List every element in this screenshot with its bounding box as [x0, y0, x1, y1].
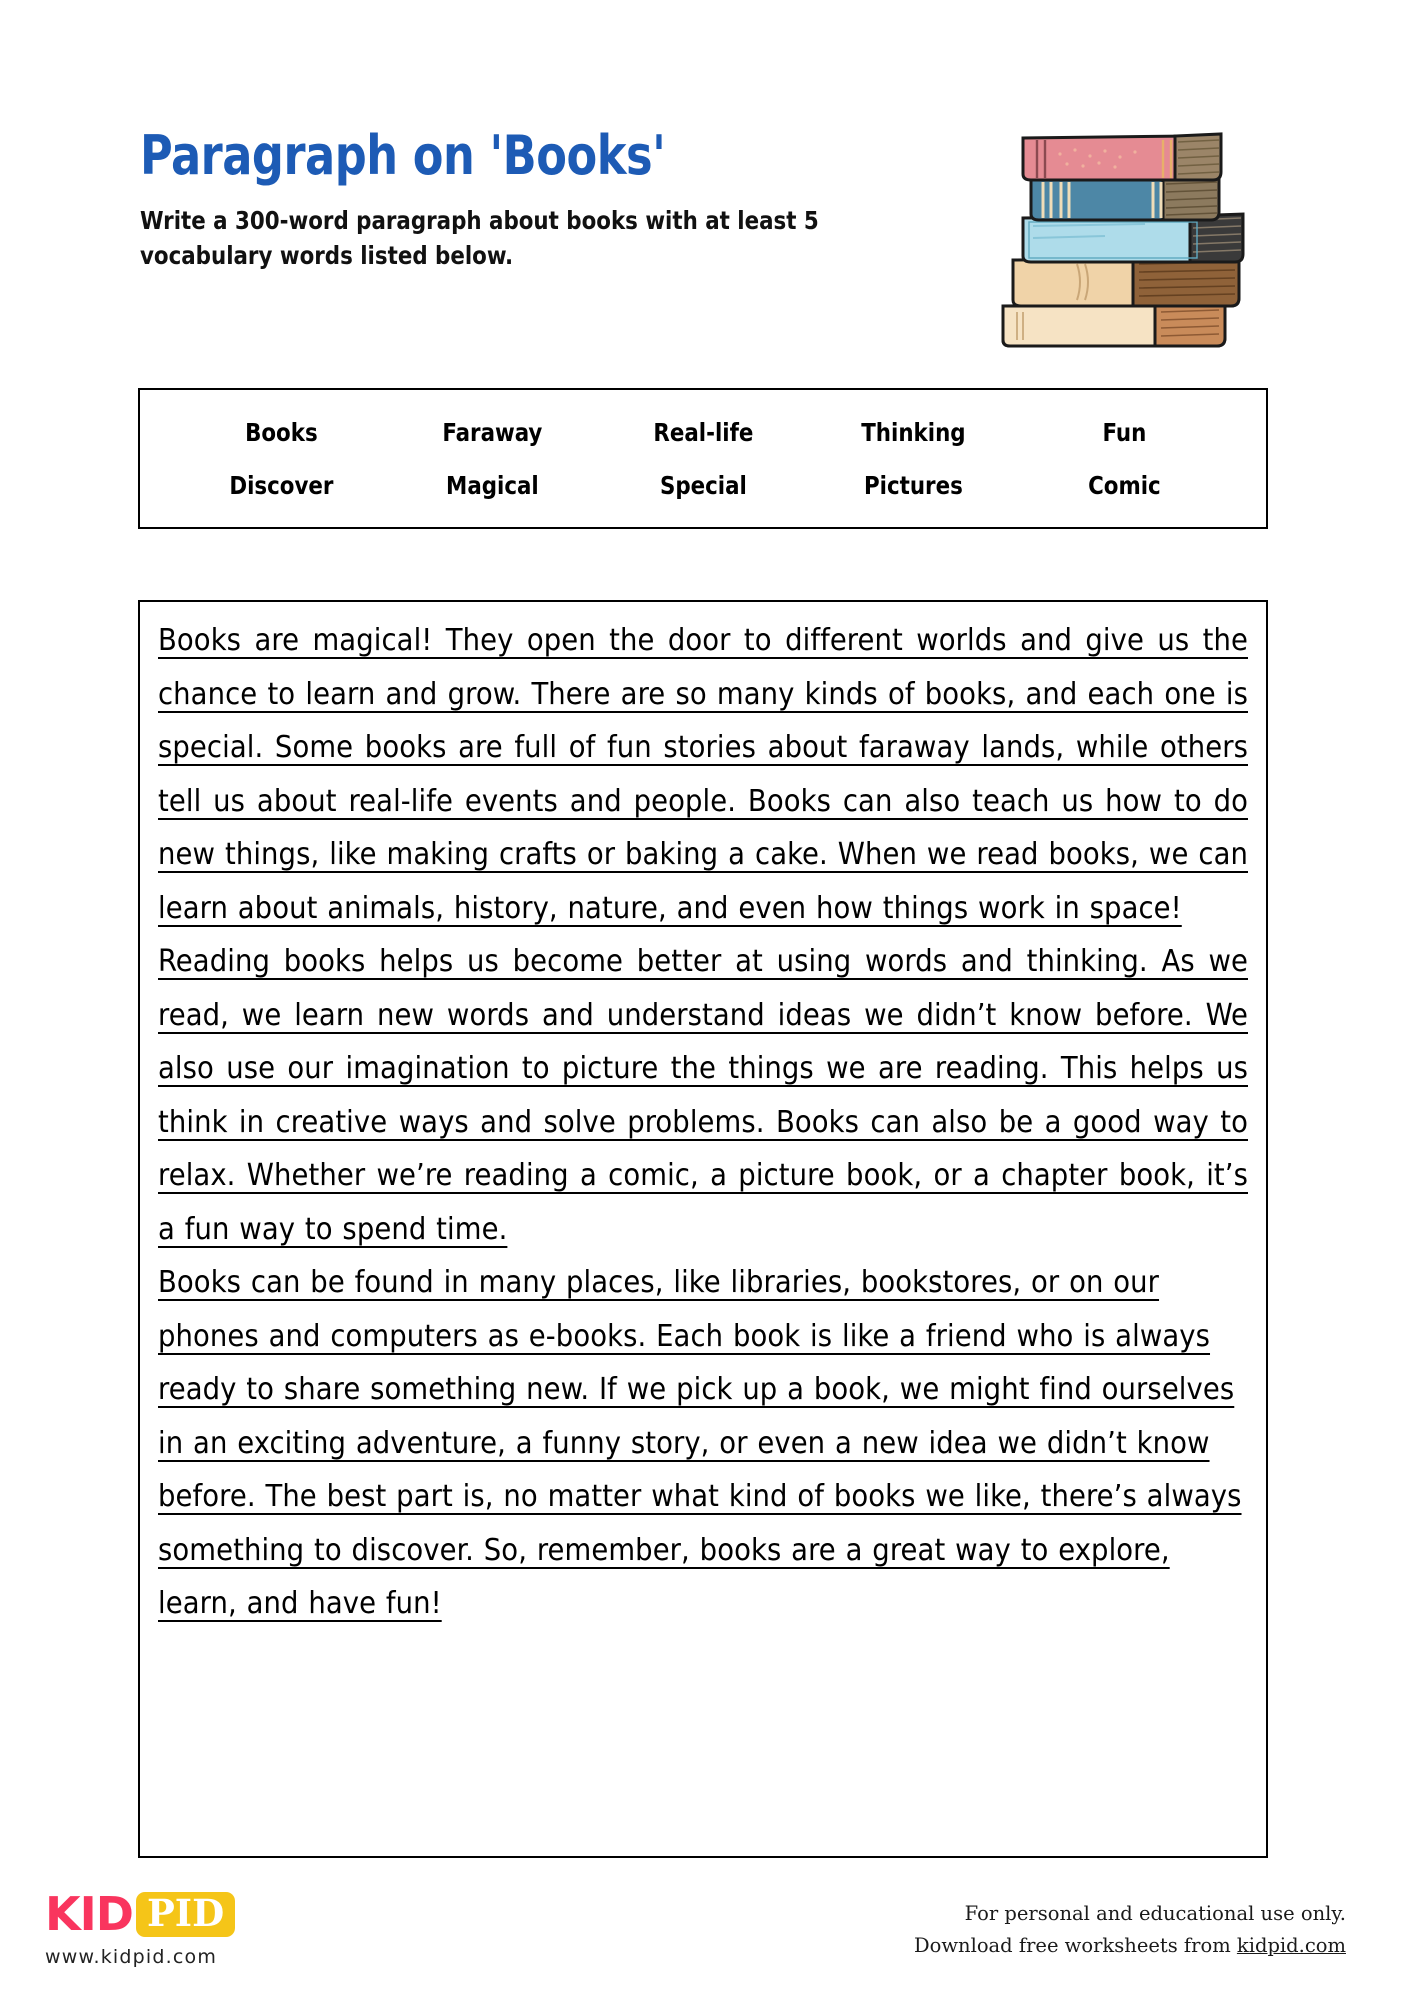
- paragraph-answer-area[interactable]: [138, 600, 1268, 1858]
- answer-paragraph: Reading books helps us become better at using words and thinking. As we read, we learn new words and understand ideas we didn’t know before. We also use our imagination to picture the things we are reading. This helps us think in creative ways and solve problems. Books can also be a good way to relax. Whether we’re reading a comic, a picture book, or a chapter book, it’s a fun way to spend time.: [158, 944, 1248, 1247]
- vocabulary-row-1: [176, 418, 1230, 447]
- footer-download-line: [914, 1930, 1346, 1962]
- page-instructions: Write a 300-word paragraph about books with at least 5 vocabulary words listed below.: [140, 205, 819, 271]
- kidpid-logo[interactable]: [45, 1888, 365, 1968]
- vocabulary-word-bank: [138, 388, 1268, 529]
- answer-paragraph: Books are magical! They open the door to different worlds and give us the chance to learn and grow. There are so many kinds of books, and each one is special. Some books are full of fun stories about faraway lands, while others tell us about real-life events and people. Books can also teach us how to do new things, like making crafts or baking a cake. When we read books, we can learn about animals, history, nature, and even how things work in space!: [158, 623, 1248, 926]
- footer-download-prefix: Download free worksheets from: [913, 1934, 1237, 1958]
- vocabulary-word: Faraway: [442, 417, 543, 447]
- vocabulary-word: Discover: [229, 470, 334, 500]
- footer-usage-line: For personal and educational use only.: [964, 1902, 1346, 1925]
- logo-pid-badge: [136, 1892, 235, 1937]
- answer-paragraph: Books can be found in many places, like libraries, bookstores, or on our phones and computers as e-books. Each book is like a friend who is always ready to share something new. If we pick up a book, we might find ourselves in an exciting adventure, a funny story, or even a new idea we didn’t know before. The best part is, no matter what kind of books we like, there’s always something to discover. So, remember, books are a great way to explore, learn, and have fun!: [158, 1265, 1242, 1621]
- logo-website-url: www.kidpid.com: [45, 1946, 218, 1968]
- vocabulary-word: Fun: [1102, 417, 1147, 447]
- stack-of-books-icon: [985, 100, 1255, 350]
- vocabulary-word: Pictures: [864, 470, 964, 500]
- vocabulary-word: Magical: [445, 470, 539, 500]
- vocabulary-word: Real-life: [652, 417, 753, 447]
- logo-pid-text: PID: [146, 1890, 225, 1935]
- vocabulary-word: Thinking: [861, 417, 966, 447]
- page-title: Paragraph on 'Books': [140, 124, 666, 187]
- logo-wordmark: [45, 1888, 365, 1940]
- logo-kid-text: KID: [45, 1887, 133, 1941]
- footer-attribution: [914, 1898, 1346, 1962]
- worksheet-header: [140, 124, 970, 274]
- vocabulary-word: Special: [659, 470, 747, 500]
- footer-kidpid-link[interactable]: kidpid.com: [1236, 1934, 1346, 1958]
- vocabulary-row-2: [176, 471, 1230, 500]
- vocabulary-word: Books: [245, 417, 318, 447]
- vocabulary-word: Comic: [1088, 470, 1161, 500]
